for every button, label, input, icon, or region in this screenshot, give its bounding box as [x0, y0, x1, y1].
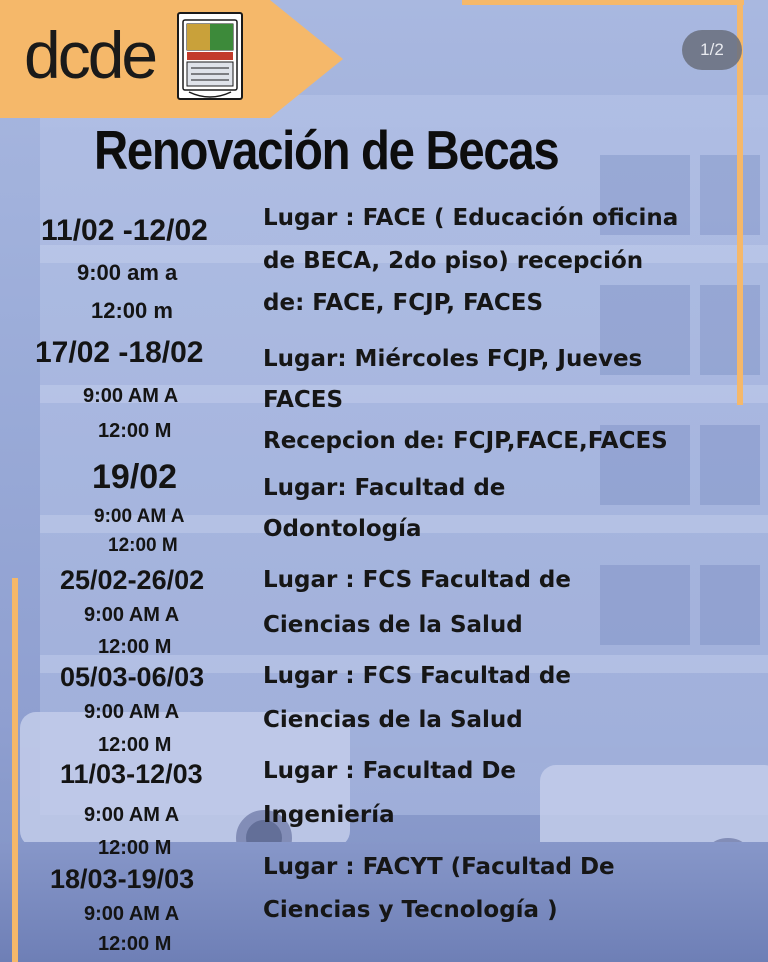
header-banner: [0, 0, 343, 118]
entry-date: 25/02-26/02: [60, 565, 205, 595]
entry-date: 19/02: [92, 458, 178, 496]
entry-time-end: 12:00 M: [98, 933, 172, 955]
entry-location-line: Lugar: Miércoles FCJP, Jueves: [263, 346, 643, 372]
entry-location-line: de: FACE, FCJP, FACES: [263, 290, 544, 316]
entry-location-line: Lugar: Facultad de: [263, 475, 506, 501]
university-seal-icon: [175, 10, 245, 102]
entry-location-line: de BECA, 2do piso) recepción: [263, 248, 644, 274]
entry-time-start: 9:00 am a: [77, 260, 178, 285]
entry-location-line: Recepcion de: FCJP,FACE,FACES: [263, 428, 668, 454]
entry-date: 18/03-19/03: [50, 864, 195, 894]
entry-location-line: Ingeniería: [263, 802, 395, 828]
accent-line-left: [12, 578, 18, 962]
entry-time-end: 12:00 M: [98, 734, 172, 756]
entry-time-start: 9:00 AM A: [84, 701, 180, 723]
entry-time-end: 12:00 M: [98, 420, 172, 442]
entry-location-line: Lugar : FCS Facultad de: [263, 567, 571, 593]
entry-time-end: 12:00 m: [91, 298, 173, 323]
entry-time-start: 9:00 AM A: [84, 804, 180, 826]
entry-time-end: 12:00 M: [108, 535, 178, 556]
entry-date: 17/02 -18/02: [35, 336, 204, 369]
entry-location-line: FACES: [263, 387, 344, 413]
entry-location-line: Lugar : FACYT (Facultad De: [263, 854, 615, 880]
entry-time-start: 9:00 AM A: [84, 903, 180, 925]
entry-location-line: Ciencias de la Salud: [263, 707, 523, 733]
entry-location-line: Ciencias y Tecnología ): [263, 897, 558, 923]
entry-location-line: Lugar : FACE ( Educación oficina: [263, 205, 679, 231]
entry-date: 05/03-06/03: [60, 662, 205, 692]
entry-location-line: Odontología: [263, 516, 422, 542]
entry-date: 11/03-12/03: [60, 759, 203, 789]
entry-time-start: 9:00 AM A: [83, 385, 179, 407]
entry-date: 11/02 -12/02: [41, 214, 208, 247]
page-title: Renovación de Becas: [94, 119, 559, 181]
entry-time-end: 12:00 M: [98, 636, 172, 658]
entry-location-line: Lugar : Facultad De: [263, 758, 517, 784]
entry-location-line: Lugar : FCS Facultad de: [263, 663, 571, 689]
accent-line-top: [462, 0, 744, 5]
entry-time-start: 9:00 AM A: [94, 506, 185, 527]
entry-time-start: 9:00 AM A: [84, 604, 180, 626]
entry-time-end: 12:00 M: [98, 837, 172, 859]
entry-location-line: Ciencias de la Salud: [263, 612, 523, 638]
page-indicator[interactable]: 1/2: [682, 30, 742, 70]
dcde-logo: dcde: [24, 18, 156, 92]
